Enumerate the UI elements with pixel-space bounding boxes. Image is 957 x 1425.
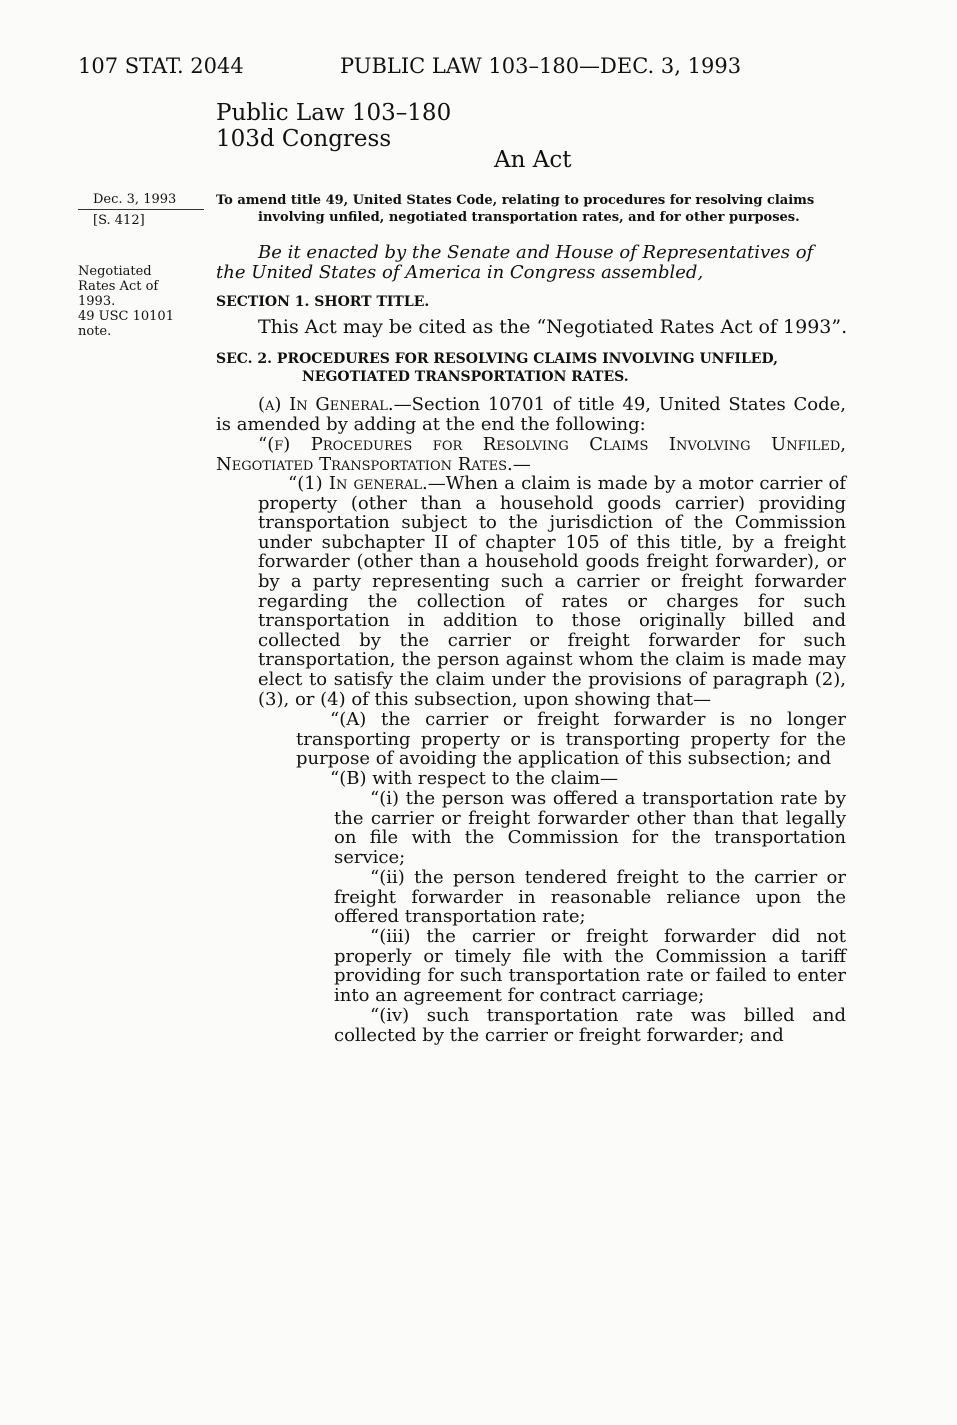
congress: 103d Congress <box>216 126 392 152</box>
subparagraph-A: “(A) the carrier or freight forwarder is no longer transporting property or is transporting property for the purpose of avoiding the application of this subsection; and <box>296 709 846 770</box>
page-citation: 107 STAT. 2044 <box>78 54 244 78</box>
subparagraph-B: “(B) with respect to the claim— <box>330 768 618 789</box>
clause-i: “(i) the person was offered a transportation rate by the carrier or freight forwarder other than that legally on file with the Commission for the transportation service; <box>334 788 846 868</box>
public-law-number: Public Law 103–180 <box>216 100 452 126</box>
margin-short-title: Negotiated Rates Act of 1993. 49 USC 10101 note. <box>78 264 174 339</box>
purpose-statement: To amend title 49, United States Code, relating to procedures for resolving claims involving unfiled, negotiated transportation rates, and for other purposes. <box>216 193 815 225</box>
subsection-a: (a) In General.—Section 10701 of title 49, United States Code, is amended by adding at the end the following: <box>216 394 846 435</box>
act-heading: An Act <box>494 147 572 173</box>
title-block <box>216 100 451 152</box>
margin-divider <box>78 209 204 210</box>
section-2-heading: SEC. 2. PROCEDURES FOR RESOLVING CLAIMS INVOLVING UNFILED, NEGOTIATED TRANSPORTATION RATES. <box>216 351 778 385</box>
clause-iv: “(iv) such transportation rate was billed and collected by the carrier or freight forwarder; and <box>334 1005 846 1046</box>
margin-date: Dec. 3, 1993 <box>93 192 177 207</box>
enacting-clause: Be it enacted by the Senate and House of Representatives of the United States of America in Congress assembled, <box>216 242 814 283</box>
subsection-f-heading: “(f) Procedures for Resolving Claims Involving Unfiled, Negotiated Transportation Rates.— <box>216 434 846 475</box>
margin-bill-number: [S. 412] <box>93 213 145 228</box>
paragraph-1: “(1) In general.—When a claim is made by a motor carrier of property (other than a household goods carrier) providing transportation subject to the jurisdiction of the Commission under subchapter II of chapter 105 of this title, by a freight forwarder (other than a household goods freight forwarder), or by a party representing such a carrier or freight forwarder regarding the collection of rates or charges for such transportation in addition to those originally billed and collected by the carrier or freight forwarder for such transportation, the person against whom the claim is made may elect to satisfy the claim under the provisions of paragraph (2), (3), or (4) of this subsection, upon showing that— <box>258 473 846 710</box>
section-1-text: This Act may be cited as the “Negotiated Rates Act of 1993”. <box>258 316 848 338</box>
clause-iii: “(iii) the carrier or freight forwarder did not properly or timely file with the Commission a tariff providing for such transportation rate or failed to enter into an agreement for contract carriage; <box>334 926 846 1006</box>
clause-ii: “(ii) the person tendered freight to the carrier or freight forwarder in reasonable reliance upon the offered transportation rate; <box>334 867 846 928</box>
running-header: PUBLIC LAW 103–180—DEC. 3, 1993 <box>340 54 742 78</box>
section-1-heading: SECTION 1. SHORT TITLE. <box>216 294 430 310</box>
